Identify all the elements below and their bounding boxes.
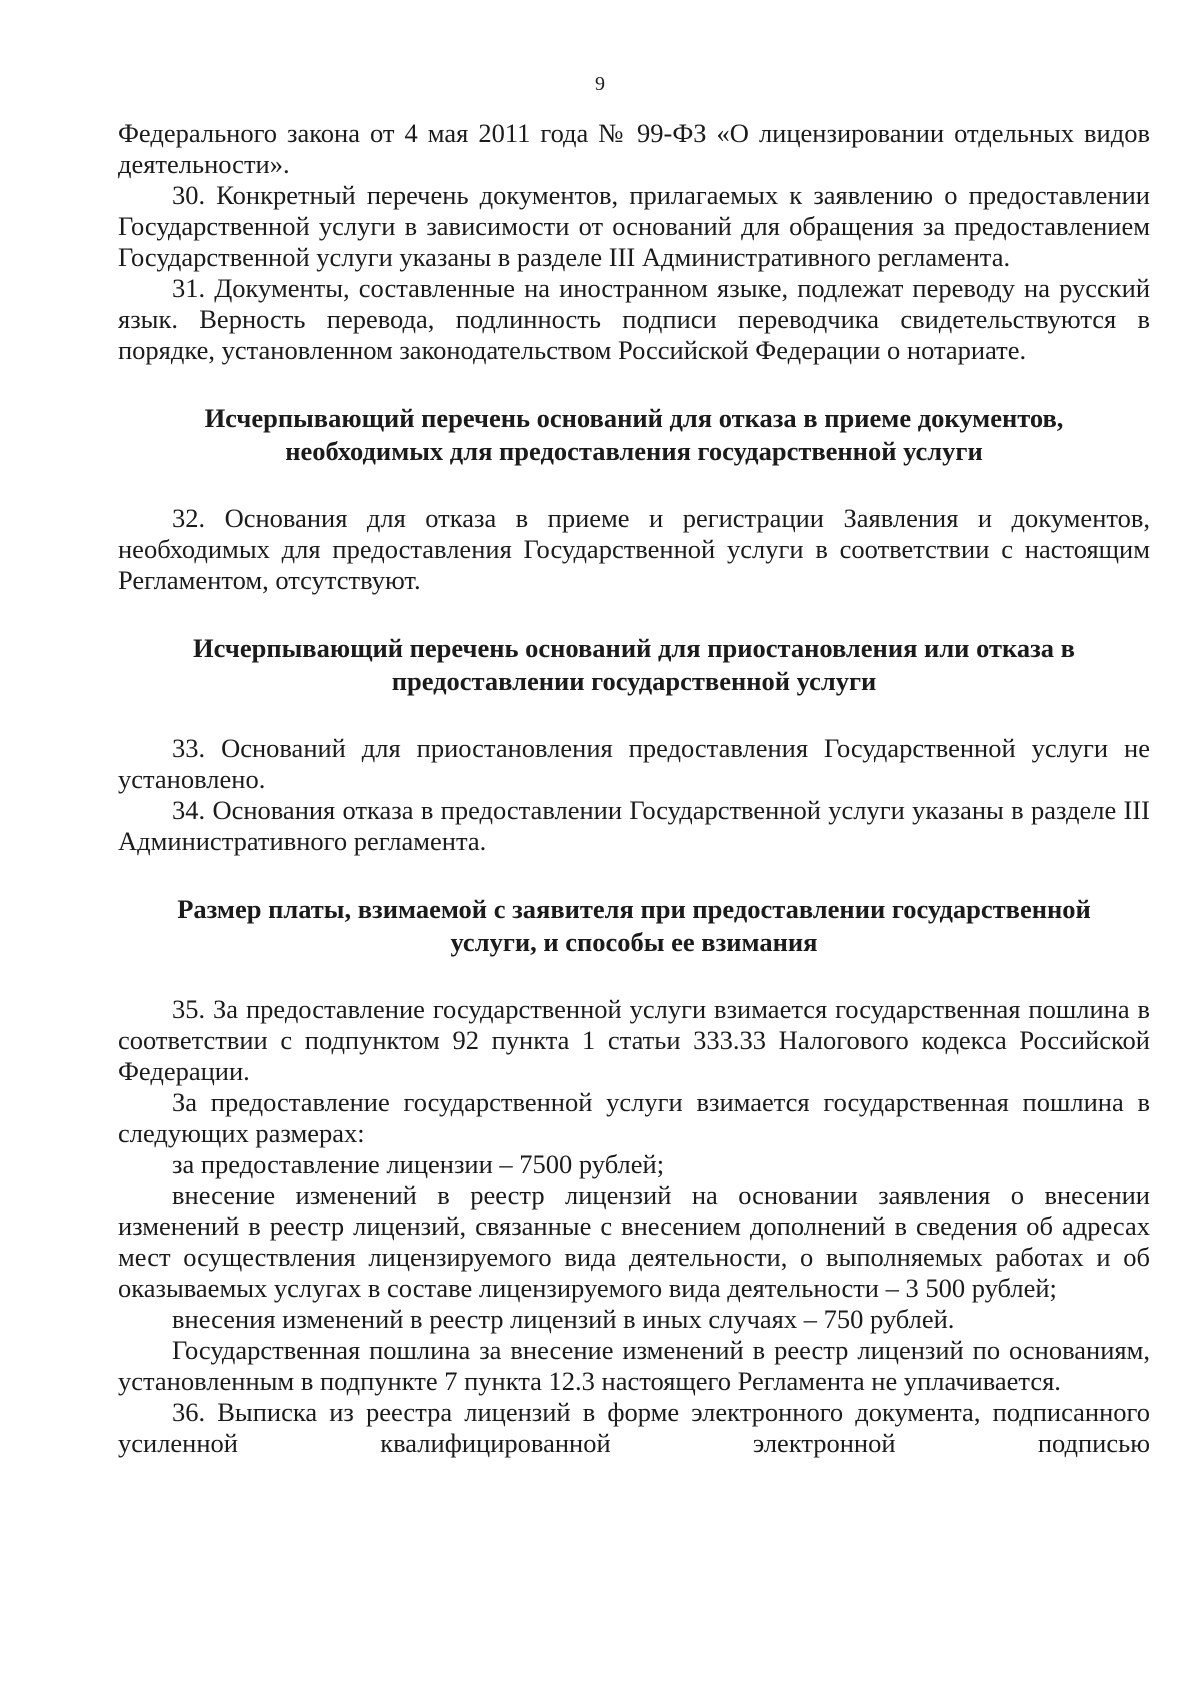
paragraph-36: 36. Выписка из реестра лицензий в форме электронного документа, подписанного усиленной квалифицированной электронной подписью bbox=[118, 1397, 1150, 1458]
heading-line: Размер платы, взимаемой с заявителя при предоставлении государственной bbox=[177, 894, 1091, 924]
paragraph-35-license-fee: за предоставление лицензии – 7500 рублей; bbox=[172, 1149, 665, 1179]
paragraph-32: 32. Основания для отказа в приеме и регистрации Заявления и документов, необходимых для предоставления Государственной услуги в соответствии с настоящим Регламентом, отсутствуют. bbox=[118, 503, 1150, 595]
heading-line: услуги, и способы ее взимания bbox=[450, 927, 818, 957]
paragraph-35-fee-sizes: За предоставление государственной услуги взимается государственная пошлина в следующих размерах: bbox=[118, 1087, 1150, 1148]
document-body bbox=[118, 118, 1150, 1459]
paragraph-35: 35. За предоставление государственной услуги взимается государственная пошлина в соответствии с подпунктом 92 пункта 1 статьи 333.33 Налогового кодекса Российской Федерации. bbox=[118, 994, 1150, 1086]
section-heading-fee bbox=[118, 893, 1150, 959]
paragraph-continuation: Федерального закона от 4 мая 2011 года № 99-ФЗ «О лицензировании отдельных видов деятельности». bbox=[118, 118, 1150, 179]
heading-line: необходимых для предоставления государственной услуги bbox=[285, 436, 983, 466]
heading-line: Исчерпывающий перечень оснований для отказа в приеме документов, bbox=[204, 403, 1064, 433]
paragraph-33: 33. Оснований для приостановления предоставления Государственной услуги не установлено. bbox=[118, 733, 1150, 794]
paragraph-35-other-changes: внесения изменений в реестр лицензий в иных случаях – 750 рублей. bbox=[172, 1304, 955, 1334]
section-heading-suspension-refusal bbox=[118, 632, 1150, 698]
section-heading-refusal-acceptance bbox=[118, 402, 1150, 468]
paragraph-30: 30. Конкретный перечень документов, прилагаемых к заявлению о предоставлении Государственной услуги в зависимости от оснований для обращения за предоставлением Государственной услуги указаны в разделе III Административного регламента. bbox=[118, 180, 1150, 272]
paragraph-35-no-fee: Государственная пошлина за внесение изменений в реестр лицензий по основаниям, установленным в подпункте 7 пункта 12.3 настоящего Регламента не уплачивается. bbox=[118, 1335, 1150, 1396]
heading-line: предоставлении государственной услуги bbox=[391, 666, 877, 696]
paragraph-31: 31. Документы, составленные на иностранном языке, подлежат переводу на русский язык. Верность перевода, подлинность подписи переводчика свидетельствуются в порядке, установленном законодательством Российской Федерации о нотариате. bbox=[118, 273, 1150, 365]
heading-line: Исчерпывающий перечень оснований для приостановления или отказа в bbox=[193, 633, 1075, 663]
page-number: 9 bbox=[595, 73, 605, 95]
paragraph-34: 34. Основания отказа в предоставлении Государственной услуги указаны в разделе III Административного регламента. bbox=[118, 795, 1150, 856]
paragraph-35-register-changes: внесение изменений в реестр лицензий на основании заявления о внесении изменений в реестр лицензий, связанные с внесением дополнений в сведения об адресах мест осуществления лицензируемого вида деятельности, о выполняемых работах и об оказываемых услугах в составе лицензируемого вида деятельности – 3 500 рублей; bbox=[118, 1180, 1150, 1303]
